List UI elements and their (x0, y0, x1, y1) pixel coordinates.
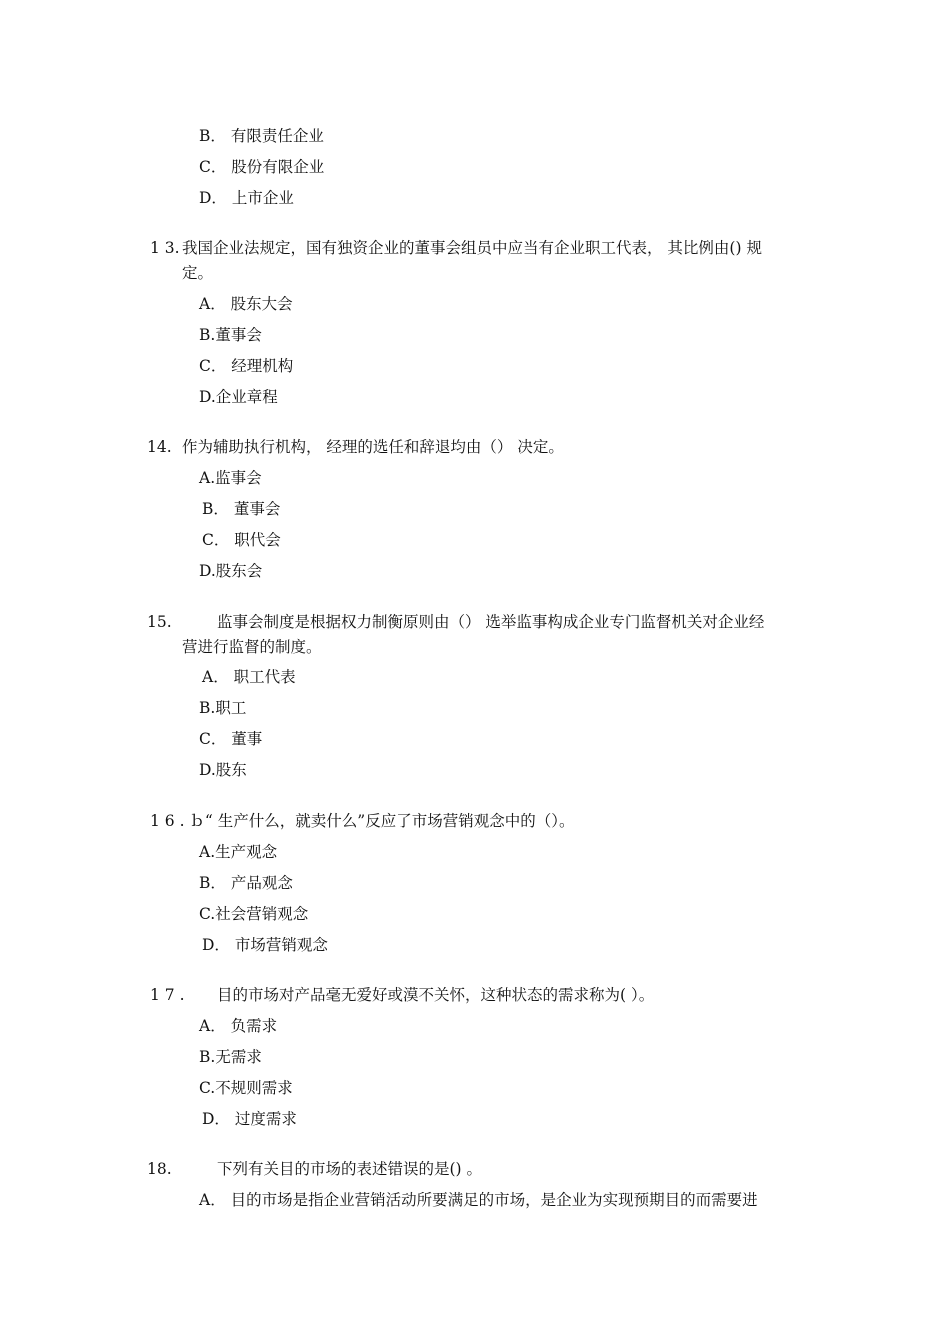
question-15-option-c: C． 董事 (199, 730, 263, 748)
question-13-text: 我国企业法规定，国有独资企业的董事会组员中应当有企业职工代表， 其比例由() 规 (182, 239, 762, 257)
question-16-option-c: C.社会营销观念 (199, 905, 309, 923)
question-16-option-d: D． 市场营销观念 (202, 936, 328, 954)
option-d: D． 上市企业 (199, 189, 294, 207)
question-17-option-d: D． 过度需求 (202, 1110, 297, 1128)
question-15-option-a: A． 职工代表 (202, 668, 296, 686)
question-13-text-cont: 定。 (182, 264, 214, 282)
question-13-option-b: B.董事会 (199, 326, 262, 344)
question-13-number: 1 3. (150, 239, 180, 257)
question-15-text: 监事会制度是根据权力制衡原则由（） 选举监事构成企业专门监督机关对企业经 (217, 613, 765, 631)
option-c: C． 股份有限企业 (199, 158, 325, 176)
question-15-text-cont: 营进行监督的制度。 (182, 638, 322, 656)
question-14-option-d: D.股东会 (199, 562, 263, 580)
question-18-text: 下列有关目的市场的表述错误的是() 。 (217, 1160, 483, 1178)
question-13-option-d: D.企业章程 (199, 388, 278, 406)
question-18-number: 18. (147, 1160, 172, 1178)
question-13-option-a: A． 股东大会 (199, 295, 293, 313)
question-17-option-b: B.无需求 (199, 1048, 262, 1066)
question-16-option-b: B． 产品观念 (199, 874, 293, 892)
question-18-option-a: A． 目的市场是指企业营销活动所要满足的市场，是企业为实现预期目的而需要进 (199, 1191, 758, 1209)
question-14-option-b: B． 董事会 (202, 500, 281, 518)
question-17-option-a: A． 负需求 (199, 1017, 278, 1035)
question-15-number: 15. (147, 613, 172, 631)
option-b: B． 有限责任企业 (199, 127, 324, 145)
question-14-option-c: C． 职代会 (202, 531, 281, 549)
question-14-text: 作为辅助执行机构， 经理的选任和辞退均由（） 决定。 (182, 438, 564, 456)
question-14-option-a: A.监事会 (199, 469, 262, 487)
question-14-number: 14. (147, 438, 172, 456)
question-16-text: 1 6 . ｂ“ 生产什么，就卖什么”反应了市场营销观念中的（）。 (150, 812, 575, 830)
question-15-option-d: D.股东 (199, 761, 247, 779)
question-15-option-b: B.职工 (199, 699, 247, 717)
question-17-text: 目的市场对产品毫无爱好或漠不关怀，这种状态的需求称为( ）。 (217, 986, 655, 1004)
question-17-number: 1 7 . (150, 986, 185, 1004)
question-16-option-a: A.生产观念 (199, 843, 278, 861)
question-17-option-c: C.不规则需求 (199, 1079, 293, 1097)
question-13-option-c: C． 经理机构 (199, 357, 294, 375)
